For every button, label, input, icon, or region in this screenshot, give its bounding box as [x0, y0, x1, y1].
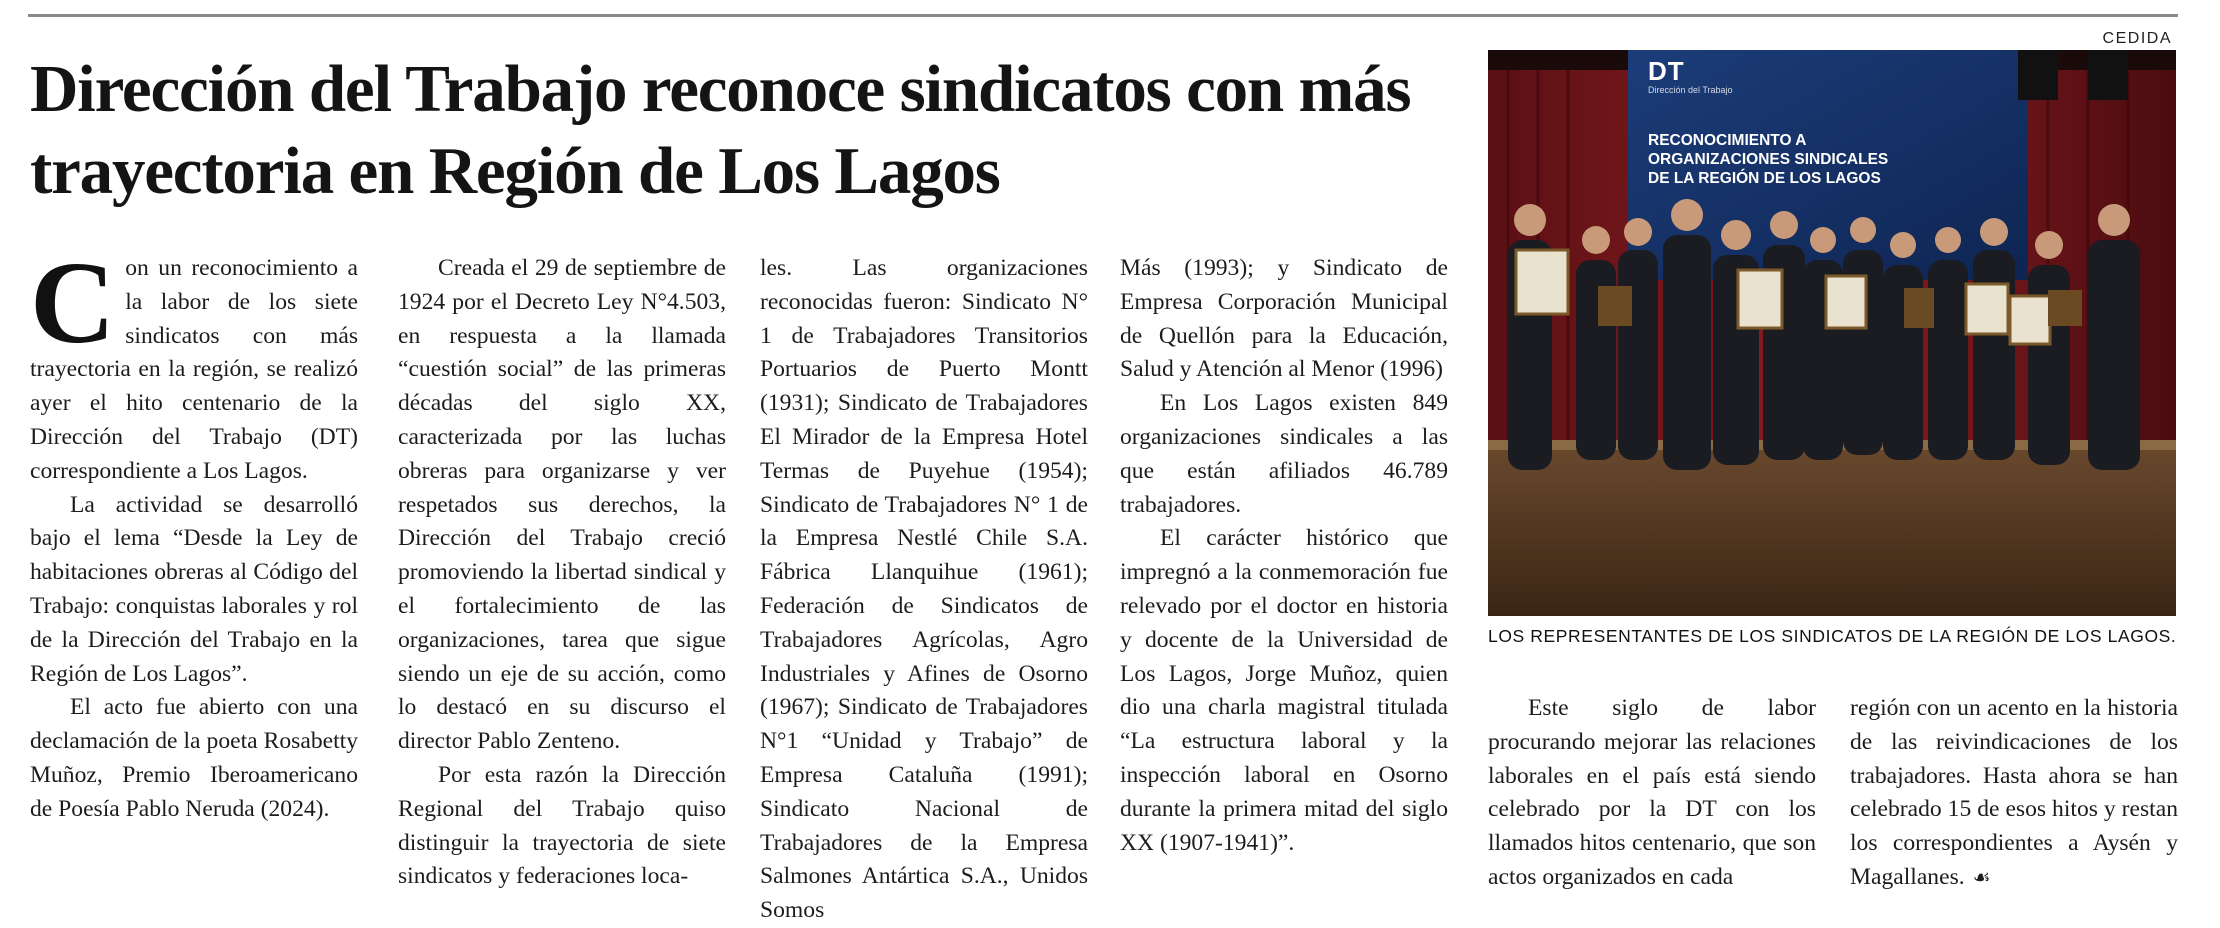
dt-logo: DT	[1648, 56, 1685, 86]
paragraph: Este siglo de labor procurando mejorar las relaciones laborales en el país está siendo celebrado por la DT con los llamados hitos centenario, que son actos organizados en cada	[1488, 695, 1816, 890]
top-rule	[28, 14, 2178, 17]
paragraph: La actividad se desarrolló bajo el lema “Desde la Ley de habitaciones obreras al Código del Trabajo: conquistas laborales y rol de la Dirección del Trabajo en la Región de Los Lagos”.	[30, 491, 358, 687]
screen-overlay	[1648, 56, 2008, 188]
article-column-1	[30, 237, 358, 827]
article-column-6	[1850, 692, 2178, 895]
article-column-2	[398, 252, 726, 894]
paragraph: les. Las organizaciones reconocidas fueron: Sindicato N° 1 de Trabajadores Transitorios Portuarios de Puerto Montt (1931); Sindicato de Trabajadores El Mirador de la Empresa Hotel Termas de Puyehue (1954); Sindicato de Trabajadores N° 1 de la Empresa Nestlé Chile S.A. Fábrica Llanquihue (1961); Federación de Sindicatos de Trabajadores Agrícolas, Agro Industriales y Afines de Osorno (1967); Sindicato de Trabajadores N°1 “Unidad y Trabajo” de Empresa Cataluña (1991); Sindicato Nacional de Trabajadores de la Empresa Salmones Antártica S.A., Unidos Somos	[760, 255, 1088, 924]
screen-text-line: RECONOCIMIENTO A	[1648, 132, 1807, 149]
drop-cap: C	[30, 237, 116, 368]
end-of-article-icon: ☙	[1972, 864, 1991, 889]
article-column-3	[760, 252, 1088, 928]
paragraph: En Los Lagos existen 849 organizaciones sindicales a las que están afiliados 46.789 trabajadores.	[1120, 390, 1448, 518]
paragraph: on un reconocimiento a la labor de los siete sindicatos con más trayectoria en la región, se realizó ayer el hito centenario de la Dirección del Trabajo (DT) correspondiente a Los Lagos.	[30, 255, 358, 484]
screen-text-line: ORGANIZACIONES SINDICALES	[1648, 151, 1889, 168]
photo-credit: CEDIDA	[2102, 30, 2172, 47]
paragraph: El carácter histórico que impregnó a la conmemoración fue relevado por el doctor en historia y docente de la Universidad de Los Lagos, Jorge Muñoz, quien dio una charla magistral titulada “La estructura laboral y la inspección laboral en Osorno durante la primera mitad del siglo XX (1907-1941)”.	[1120, 525, 1448, 856]
screen-text-line: DE LA REGIÓN DE LOS LAGOS	[1648, 170, 1881, 187]
headline: Dirección del Trabajo reconoce sindicatos con más trayectoria en Región de Los Lagos	[30, 52, 1411, 208]
paragraph: región con un acento en la historia de las reivindicaciones de los trabajadores. Hasta ahora se han celebrado 15 de esos hitos y restan los correspondientes a Aysén y Magallanes.	[1850, 695, 2178, 890]
paragraph: Creada el 29 de septiembre de 1924 por el Decreto Ley N°4.503, en respuesta a la llamada “cuestión social” de las primeras décadas del siglo XX, caracterizada por las luchas obreras para organizarse y ver respetados sus derechos, la Dirección del Trabajo creció promoviendo la libertad sindical y el fortalecimiento de las organizaciones, tarea que sigue siendo un eje de su acción, como lo destacó en su discurso el director Pablo Zenteno.	[398, 255, 726, 755]
paragraph: El acto fue abierto con una declamación de la poeta Rosabetty Muñoz, Premio Iberoamericano de Poesía Pablo Neruda (2024).	[30, 694, 358, 822]
paragraph: Más (1993); y Sindicato de Empresa Corporación Municipal de Quellón para la Educación, Salud y Atención al Menor (1996)	[1120, 255, 1448, 383]
dt-logo-subtitle: Dirección del Trabajo	[1648, 85, 1733, 95]
article-column-4	[1120, 252, 1448, 860]
event-photo	[1488, 50, 2176, 616]
paragraph: Por esta razón la Dirección Regional del Trabajo quiso distinguir la trayectoria de siete sindicatos y federaciones loca-	[398, 761, 726, 890]
article-column-5	[1488, 692, 1816, 895]
photo-caption: LOS REPRESENTANTES DE LOS SINDICATOS DE LA REGIÓN DE LOS LAGOS.	[1488, 626, 2177, 646]
